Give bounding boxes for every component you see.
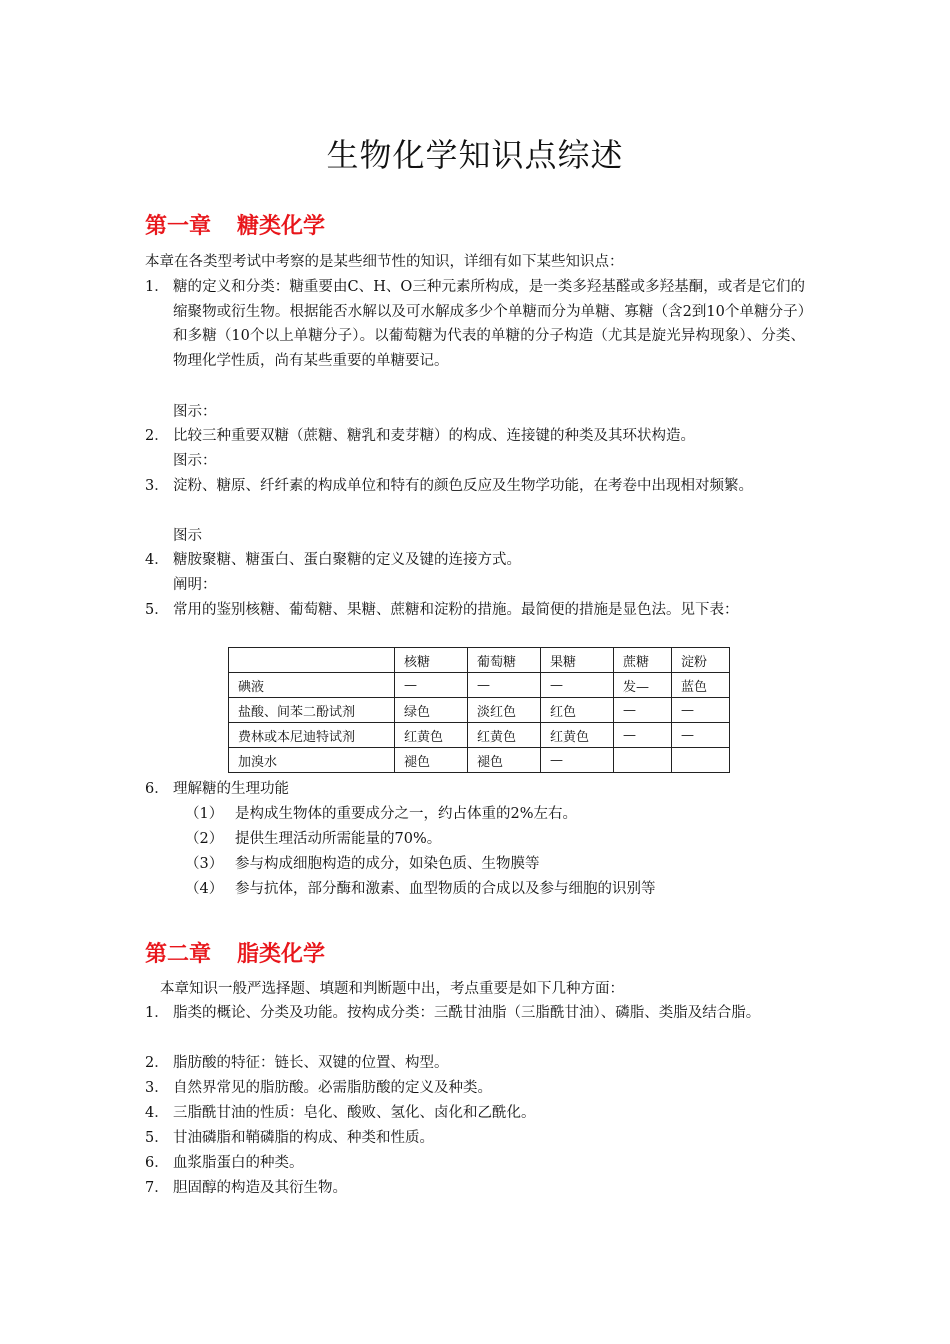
chapter-1-note: 图示： xyxy=(173,453,217,469)
chapter-1-note: 图示： xyxy=(173,404,217,420)
table-cell xyxy=(672,748,730,773)
table-cell: — xyxy=(541,748,614,773)
table-cell: 红黄色 xyxy=(395,723,468,748)
chapter-2-number: 第二章 xyxy=(145,942,212,967)
table-cell: — xyxy=(614,723,672,748)
item-text: 比较三种重要双糖（蔗糖、糖乳和麦芽糖）的构成、连接键的种类及其环状构造。 xyxy=(173,428,695,444)
function-item xyxy=(185,852,540,877)
function-number: （1） xyxy=(185,806,224,822)
item-text: 甘油磷脂和鞘磷脂的构成、种类和性质。 xyxy=(173,1130,434,1146)
chapter-1-item xyxy=(145,474,805,499)
chapter-1-name: 糖类化学 xyxy=(237,214,326,239)
table-cell: 淀粉 xyxy=(672,648,730,673)
table-cell: 发— xyxy=(614,673,672,698)
table-cell: 核糖 xyxy=(395,648,468,673)
table-cell: 加溴水 xyxy=(229,748,395,773)
function-number: （3） xyxy=(185,856,224,872)
table-row xyxy=(229,698,730,723)
function-item xyxy=(185,802,577,827)
table-cell: — xyxy=(395,673,468,698)
item-number: 5． xyxy=(145,602,169,618)
item-text: 常用的鉴别核糖、葡萄糖、果糖、蔗糖和淀粉的措施。最简便的措施是显色法。见下表： xyxy=(173,602,739,618)
function-number: （2） xyxy=(185,831,224,847)
chapter-1-item xyxy=(145,777,805,802)
function-text: 提供生理活动所需能量的70%。 xyxy=(235,831,442,847)
item-number: 2． xyxy=(145,1055,169,1071)
item-text: 糖胺聚糖、糖蛋白、蛋白聚糖的定义及键的连接方式。 xyxy=(173,552,521,568)
chapter-1-number: 第一章 xyxy=(145,214,212,239)
chapter-2-item xyxy=(145,1076,805,1101)
item-text: 三脂酰甘油的性质：皂化、酸败、氢化、卤化和乙酰化。 xyxy=(173,1105,536,1121)
chapter-2-intro: 本章知识一般严选择题、填题和判断题中出，考点重要是如下几种方面： xyxy=(160,981,624,997)
table-cell: 蓝色 xyxy=(672,673,730,698)
table-cell: 费林或本尼迪特试剂 xyxy=(229,723,395,748)
chapter-2-item xyxy=(145,1176,805,1201)
table-cell: 红黄色 xyxy=(541,723,614,748)
table-cell: — xyxy=(468,673,541,698)
function-text: 是构成生物体的重要成分之一，约占体重的2%左右。 xyxy=(235,806,578,822)
table-cell xyxy=(229,648,395,673)
table-cell: — xyxy=(672,723,730,748)
table-row xyxy=(229,748,730,773)
table-cell: 褪色 xyxy=(395,748,468,773)
table-cell: 蔗糖 xyxy=(614,648,672,673)
table-cell: 褪色 xyxy=(468,748,541,773)
function-item xyxy=(185,827,441,852)
item-text: 自然界常见的脂肪酸。必需脂肪酸的定义及种类。 xyxy=(173,1080,492,1096)
chapter-1-note: 阐明： xyxy=(173,577,217,593)
table-cell: 红黄色 xyxy=(468,723,541,748)
item-number: 1． xyxy=(145,1005,169,1021)
sugar-identification-table xyxy=(228,647,730,773)
chapter-2-item xyxy=(145,1126,805,1151)
item-text: 糖的定义和分类：糖重要由C、H、O三种元素所构成，是一类多羟基醛或多羟基酮，或者是它们的缩聚物或衍生物。根据能否水解以及可水解成多少个单糖而分为单糖、寡糖（含2到10个单糖分子）和多糖（10个以上单糖分子）。以葡萄糖为代表的单糖的分子构造（尤其是旋光异构现象）、分类、物理化学性质，尚有某些重要的单糖要记。 xyxy=(173,279,805,369)
chapter-2-name: 脂类化学 xyxy=(237,942,326,967)
table-cell: 果糖 xyxy=(541,648,614,673)
table-row xyxy=(229,723,730,748)
item-text: 胆固醇的构造及其衍生物。 xyxy=(173,1180,347,1196)
item-number: 4． xyxy=(145,552,169,568)
table-cell xyxy=(614,748,672,773)
chapter-1-item xyxy=(145,548,805,573)
item-text: 血浆脂蛋白的种类。 xyxy=(173,1155,304,1171)
table-header-row xyxy=(229,648,730,673)
table-cell: 葡萄糖 xyxy=(468,648,541,673)
chapter-2-item xyxy=(145,1101,805,1126)
table-cell: — xyxy=(672,698,730,723)
chapter-1-item xyxy=(145,424,805,449)
chapter-1-intro: 本章在各类型考试中考察的是某些细节性的知识，详细有如下某些知识点： xyxy=(145,254,624,270)
item-text: 淀粉、糖原、纤纤素的构成单位和特有的颜色反应及生物学功能，在考卷中出现相对频繁。 xyxy=(173,478,753,494)
table-cell: 红色 xyxy=(541,698,614,723)
item-number: 4． xyxy=(145,1105,169,1121)
table-cell: 碘液 xyxy=(229,673,395,698)
function-text: 参与构成细胞构造的成分，如染色质、生物膜等 xyxy=(235,856,540,872)
function-number: （4） xyxy=(185,881,224,897)
table-cell: 淡红色 xyxy=(468,698,541,723)
function-item xyxy=(185,877,656,902)
chapter-1-item xyxy=(145,598,805,623)
table-row xyxy=(229,673,730,698)
item-number: 6． xyxy=(145,1155,169,1171)
item-number: 5． xyxy=(145,1130,169,1146)
function-text: 参与抗体，部分酶和激素、血型物质的合成以及参与细胞的识别等 xyxy=(235,881,656,897)
table-cell: 绿色 xyxy=(395,698,468,723)
item-number: 3． xyxy=(145,1080,169,1096)
item-text: 理解糖的生理功能 xyxy=(173,781,289,797)
chapter-1-item xyxy=(145,275,805,373)
chapter-2-item xyxy=(145,1051,805,1076)
table-cell: — xyxy=(614,698,672,723)
item-number: 7． xyxy=(145,1180,169,1196)
item-text: 脂肪酸的特征：链长、双键的位置、构型。 xyxy=(173,1055,449,1071)
item-number: 3． xyxy=(145,478,169,494)
chapter-2-heading xyxy=(145,937,325,968)
chapter-1-heading xyxy=(145,209,325,240)
item-number: 1． xyxy=(145,279,169,295)
table-cell: — xyxy=(541,673,614,698)
item-number: 2． xyxy=(145,428,169,444)
item-number: 6． xyxy=(145,781,169,797)
table-cell: 盐酸、间苯二酚试剂 xyxy=(229,698,395,723)
chapter-2-item xyxy=(145,1001,805,1026)
chapter-1-note: 图示 xyxy=(173,528,202,544)
chapter-2-item xyxy=(145,1151,805,1176)
item-text: 脂类的概论、分类及功能。按构成分类：三酰甘油脂（三脂酰甘油）、磷脂、类脂及结合脂。 xyxy=(173,1005,761,1021)
document-title: 生物化学知识点综述 xyxy=(326,136,624,174)
